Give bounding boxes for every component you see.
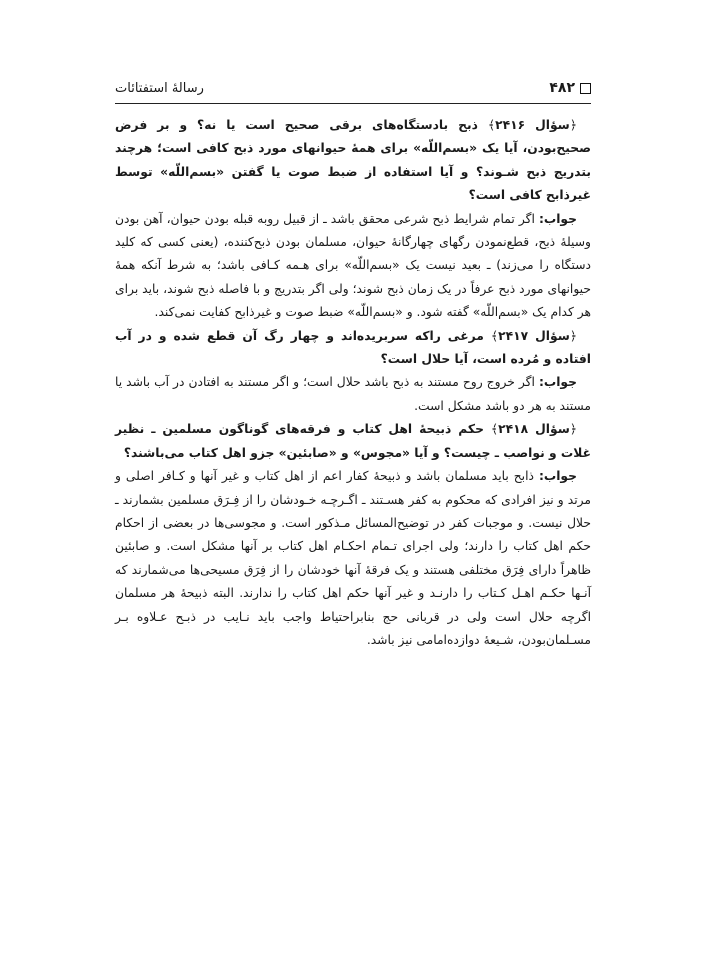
question-label: سؤال ۲۴۱۶: [495, 118, 570, 132]
question-2416: [115, 114, 591, 208]
answer-label: جواب:: [538, 375, 577, 390]
question-text: ذبح بادستگاه‌های برقی صحیح است یا نه؟ و بر فرض صحیح‌بودن، آیا یک «بسم‌اللّه» برای همهٔ حیوانهای مورد ذبح کافی است؛ هرچند بتدریج ذبح شـوند؟ و آیا استفاده از ضبط صوت یا گفتن «بسم‌اللّه» توسط غیرذابح کافی است؟: [115, 118, 591, 203]
question-text: حکم ذبیحهٔ اهل کتاب و فرقه‌های گوناگون مسلمین ـ نظیر غلات و نواصب ـ چیست؟ و آیا «مجوس» و «صابئین» جزو اهل کتاب می‌باشند؟: [115, 422, 591, 460]
page-body: [115, 114, 591, 652]
ornate-bracket-open: ﴿: [569, 328, 578, 343]
question-2417: [115, 325, 591, 372]
ornate-bracket-open: ﴿: [569, 422, 578, 437]
page-number: ۴۸۲: [549, 80, 575, 96]
header-rule: [115, 103, 591, 104]
question-label: سؤال ۲۴۱۷: [498, 328, 570, 343]
ornate-bracket-close: ﴾: [490, 328, 499, 343]
answer-2417: [115, 371, 591, 418]
ornate-bracket-close: ﴾: [490, 422, 499, 437]
answer-label: جواب:: [538, 211, 577, 226]
question-2418: [115, 418, 591, 465]
square-bullet-icon: [580, 83, 591, 94]
page-number-block: [549, 80, 591, 96]
question-label: سؤال ۲۴۱۸: [498, 422, 570, 437]
answer-label: جواب:: [538, 469, 577, 484]
ornate-bracket-open: ﴿: [569, 118, 577, 132]
ornate-bracket-close: ﴾: [487, 118, 496, 132]
running-title: رسالهٔ استفتائات: [115, 80, 204, 96]
answer-text: ذابح باید مسلمان باشد و ذبیحهٔ کفار اعم از اهل کتاب و غیر آنها و کـافر اصلی و مرتد و نیز افرادی که محکوم به کفر هسـتند ـ اگـرچـه خـودشان را از فِـرَق مسلمین بشمارند ـ حلال نیست. و موجبات کفر در توضیح‌المسائل مـذکور است. و مجوسی‌ها در بعضی از احکام حکم اهل کتاب را دارند؛ ولی اجرای تـمام احکـام اهل کتاب بر آنها مشکل است. و صابئین ظاهراً دارای فِرَق مختلفی هستند و یک فرقهٔ آنها خودشان را از فِرَق مسیحی‌ها می‌شمارند که آنـها حکـم اهـل کـتاب را دارنـد و غیر آنها حکم اهل کتاب را ندارند. البته ذبیحهٔ هر مسلمان اگرچه حلال است ولی در قربانی حج بنابراحتیاط واجب باید نـایب در ذبـح عـلاوه بـر مسـلمان‌بودن، شـیعهٔ دوازده‌امامی نیز باشد.: [115, 469, 591, 647]
answer-2416: [115, 208, 591, 325]
page-header: [115, 76, 591, 100]
answer-2418: [115, 465, 591, 652]
answer-text: اگر خروج روح مستند به ذبح باشد حلال است؛ و اگر مستند به افتادن در آب باشد یا مستند به هر دو باشد مشکل است.: [115, 375, 591, 413]
question-text: مرغی راکه سربریده‌اند و چهار رگ آن قطع شده و در آب افتاده و مُرده است، آیا حلال است؟: [115, 328, 591, 367]
answer-text: اگر تمام شرایط ذبح شرعی محقق باشد ـ از قبیل روبه قبله بودن حیوان، آهن بودن وسیلهٔ ذبح، قطع‌نمودن رگهای چهارگانهٔ حیوان، مسلمان بودن ذبح‌کننده، (یعنی کسی که کلید دستگاه را می‌زند) ـ بعید نیست یک «بسم‌اللّه» برای هـمه کـافی باشد؛ به شرط آنکه همهٔ حیوانهای مورد ذبح عرفاً در یک زمان ذبح شوند؛ ولی اگر بتدریج و با فاصله ذبح شوند، باید برای هر کدام یک «بسم‌اللّه» گفته شود. و «بسم‌اللّه» ضبط صوت و غیرذابح کفایت نمی‌کند.: [115, 211, 591, 320]
